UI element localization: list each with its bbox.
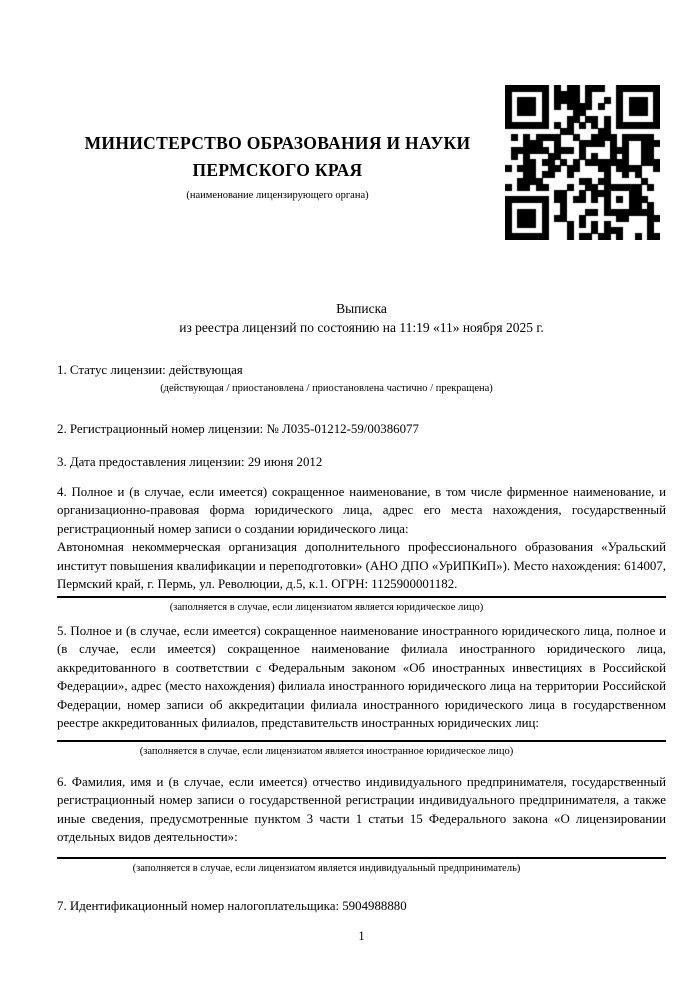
section-individual-entrepreneur [57, 773, 666, 876]
document-title-line1: Выписка [336, 301, 387, 316]
legal-entity-caption: (заполняется в случае, если лицензиатом является юридическое лицо) [169, 602, 484, 614]
ministry-name-line2: ПЕРМСКОГО КРАЯ [192, 160, 363, 180]
qr-code-container [505, 85, 660, 240]
document-title [57, 299, 666, 337]
section-registration-number [57, 420, 666, 438]
document-title-line2: из реестра лицензий по состоянию на 11:19 «11» ноября 2025 г. [179, 320, 544, 335]
foreign-entity-underline [57, 740, 666, 742]
registration-number-text: 2. Регистрационный номер лицензии: № Л035-01212-59/00386077 [57, 422, 419, 436]
legal-entity-clause: 4. Полное и (в случае, если имеется) сокращенное наименование, в том числе фирменное наименование, и организационно-правовая форма юридического лица, адрес его места нахождения, государственный регистрационный номер записи о создании юридического лица: [57, 485, 666, 536]
taxpayer-number-text: 7. Идентификационный номер налогоплательщика: 5904988880 [57, 899, 407, 913]
section-license-status [57, 361, 666, 396]
section-foreign-entity [57, 622, 666, 759]
qr-code-icon [505, 85, 660, 240]
licensing-authority-header [40, 130, 515, 202]
licensing-authority-caption: (наименование лицензирующего органа) [186, 190, 369, 201]
individual-entrepreneur-blank-value [57, 847, 666, 857]
foreign-entity-blank-value [57, 732, 666, 740]
ministry-name-line1: МИНИСТЕРСТВО ОБРАЗОВАНИЯ И НАУКИ [84, 133, 471, 153]
individual-entrepreneur-underline [57, 857, 666, 859]
section-taxpayer-number [57, 897, 666, 915]
legal-entity-value: Автономная некоммерческая организация дополнительного профессионального образования «Уральский институт повышения квалификации и переподготовки» (АНО ДПО «УрИПКиП»). Место нахождения: 614007, Пермский край, г. Пермь, ул. Революции, д.5, к.1. ОГРН: 1125900001182. [57, 540, 666, 592]
legal-entity-underline [57, 596, 666, 598]
foreign-entity-clause: 5. Полное и (в случае, если имеется) сокращенное наименование иностранного юридического лица, полное и (в случае, если имеется) сокращенное наименование филиала иностранного юридического лица, аккредитованного в соответствии с Федеральным законом «Об иностранных инвестициях в Российской Федерации», адрес (место нахождения) филиала иностранного юридического лица на территории Российской Федерации, номер записи об аккредитации филиала иностранного юридического лица в государственном реестре аккредитованных филиалов, представительств иностранных юридических лиц: [57, 624, 666, 731]
license-status-caption: (действующая / приостановлена / приостановлена частично / прекращена) [160, 383, 493, 394]
license-date-text: 3. Дата предоставления лицензии: 29 июня 2012 [57, 455, 323, 469]
foreign-entity-caption: (заполняется в случае, если лицензиатом является иностранное юридическое лицо) [139, 746, 514, 758]
page-number: 1 [358, 929, 365, 943]
individual-entrepreneur-caption: (заполняется в случае, если лицензиатом является индивидуальный предприниматель) [132, 862, 521, 874]
section-license-date [57, 453, 666, 471]
section-legal-entity [57, 483, 666, 615]
individual-entrepreneur-clause: 6. Фамилия, имя и (в случае, если имеется) отчество индивидуального предпринимателя, государственный регистрационный номер записи о государственной регистрации индивидуального предпринимателя, а также иные сведения, предусмотренные пунктом 3 части 1 статьи 15 Федерального закона «О лицензировании отдельных видов деятельности»: [57, 775, 666, 845]
license-status-text: 1. Статус лицензии: действующая [57, 363, 243, 377]
